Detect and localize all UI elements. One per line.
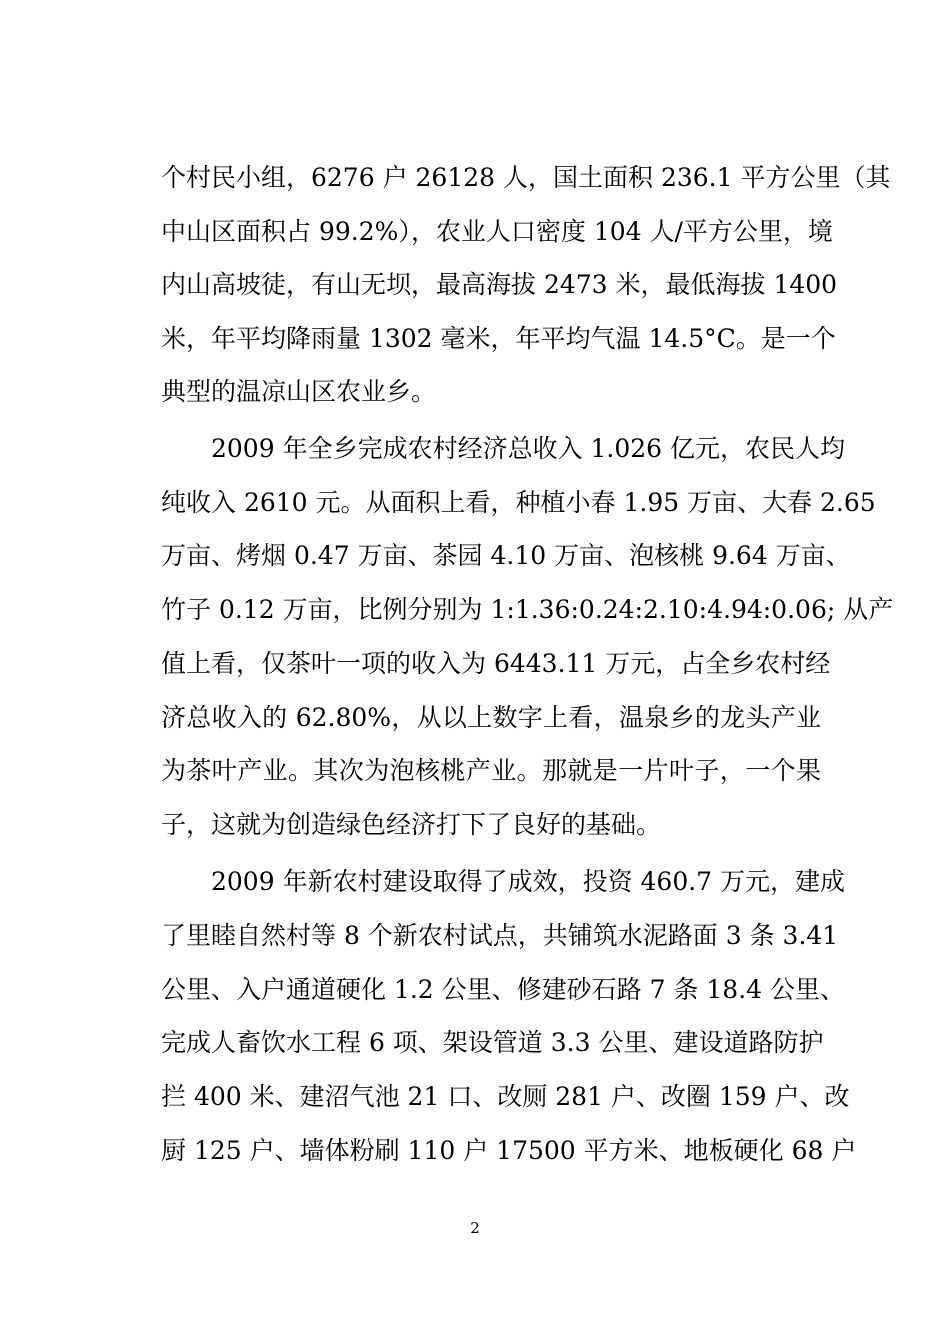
text-line-9: 竹子 0.12 万亩，比例分别为 1:1.36:0.24:2.10:4.94:0.06; 从产 xyxy=(161,595,894,624)
text-line-6: 2009 年全乡完成农村经济总收入 1.026 亿元，农民人均 xyxy=(211,434,846,463)
text-line-3: 内山高坡徒，有山无坝，最高海拔 2473 米，最低海拔 1400 xyxy=(161,270,838,299)
text-line-19: 厨 125 户、墙体粉刷 110 户 17500 平方米、地板硬化 68 户 xyxy=(161,1136,857,1165)
text-line-4: 米，年平均降雨量 1302 毫米，年平均气温 14.5°C。是一个 xyxy=(161,324,836,353)
text-line-10: 值上看，仅茶叶一项的收入为 6443.11 万元，占全乡农村经 xyxy=(161,649,831,678)
text-line-12: 为茶叶产业。其次为泡核桃产业。那就是一片叶子，一个果 xyxy=(161,756,821,785)
page-number: 2 xyxy=(470,1219,480,1237)
text-line-16: 公里、入户通道硬化 1.2 公里、修建砂石路 7 条 18.4 公里、 xyxy=(161,975,846,1004)
text-line-18: 拦 400 米、建沼气池 21 口、改厕 281 户、改圈 159 户、改 xyxy=(161,1082,850,1111)
text-line-15: 了里睦自然村等 8 个新农村试点，共铺筑水泥路面 3 条 3.41 xyxy=(161,921,839,950)
text-line-1: 个村民小组，6276 户 26128 人，国土面积 236.1 平方公里（其 xyxy=(161,163,891,192)
text-line-5: 典型的温凉山区农业乡。 xyxy=(161,377,437,406)
text-line-2: 中山区面积占 99.2%），农业人口密度 104 人/平方公里，境 xyxy=(161,217,833,246)
text-line-7: 纯收入 2610 元。从面积上看，种植小春 1.95 万亩、大春 2.65 xyxy=(161,488,876,517)
text-line-14: 2009 年新农村建设取得了成效，投资 460.7 万元，建成 xyxy=(211,867,846,896)
text-line-17: 完成人畜饮水工程 6 项、架设管道 3.3 公里、建设道路防护 xyxy=(161,1028,824,1057)
text-line-8: 万亩、烤烟 0.47 万亩、茶园 4.10 万亩、泡核桃 9.64 万亩、 xyxy=(161,541,851,570)
text-line-13: 子，这就为创造绿色经济打下了良好的基础。 xyxy=(161,810,662,839)
text-line-11: 济总收入的 62.80%，从以上数字上看，温泉乡的龙头产业 xyxy=(161,703,821,732)
